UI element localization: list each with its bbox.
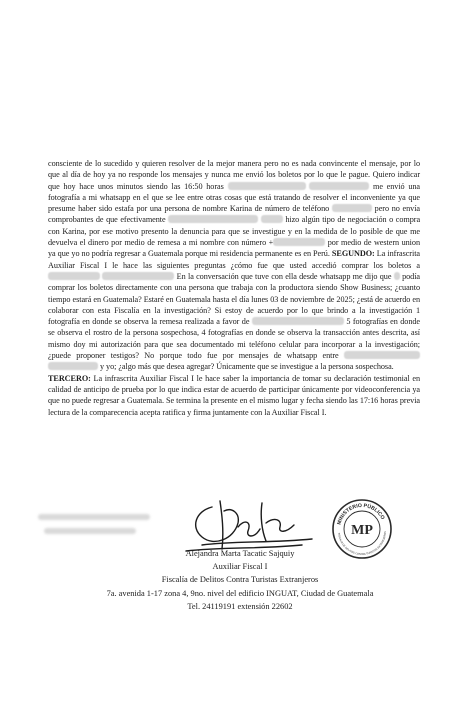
signatory-office: Fiscalía de Delitos Contra Turistas Extranjeros (161, 575, 319, 585)
section-label-segundo: SEGUNDO: (331, 249, 375, 259)
handwritten-signature (182, 493, 332, 555)
text-segment: hizo algún tipo de negociación o compra con Karina, por ese motivo presento la denuncia para que se investigue y en la medida de lo posible de que me devuelva el dinero por medio de remesa a mi nombre con número + (48, 215, 421, 248)
signatory-block (90, 547, 390, 613)
redacted-name (228, 182, 306, 190)
seal-lower-text: FISCALÍA DE DELITOS CONTRA TURISTAS EXTRANJEROS (337, 531, 388, 557)
paragraph-first (48, 158, 420, 373)
signatory-role: Auxiliar Fiscal I (212, 562, 268, 572)
redacted-name (102, 272, 174, 280)
text-segment: me envió una fotografía a mi whatsapp en el que se lee entre otras cosas que está tratando de resolver el inconveniente ya que presume haber sido estafa por una persona de nombre Karina de número de teléfono (48, 181, 420, 214)
redacted-phone (332, 204, 372, 212)
text-segment: por medio de western union ya que yo no podría regresar a Guatemala porque mi residencia permanente es en Perú. (48, 238, 420, 259)
declaration-body (48, 158, 420, 418)
text-segment: y yo; ¿algo más que desea agregar? Únicamente que se investigue a la persona sospechosa. (100, 362, 394, 372)
text-segment: podía comprar los boletos directamente con una persona que trabaja con la productora siendo Show Business; ¿cuanto tiempo estará en Guatemala? Estaré en Guatemala hasta el día lunes 03 de noviembre de 2025; ¿está de acuerdo en colaborar con esta Fiscalía en la investigación? Si estoy de acuerdo por lo que brindo a la investigación 1 fotografía en donde se observa la remesa realizada a favor de (48, 271, 421, 327)
text-segment: 5 fotografías en donde se observa el rostro de la persona sospechosa, 4 fotografías en donde se observa la transacción antes descrita, así mismo doy mi autorización para que sea documentado mi teléfono celular para incorporar a la investigación; ¿puede proponer testigos? No porque todo fue por mensajes de whatsapp entre (48, 317, 421, 361)
section-label-tercero: TERCERO: (48, 373, 91, 383)
redacted-phone (273, 238, 325, 246)
seal-center-text: MP (351, 523, 373, 538)
text-segment: pero no envía comprobantes de que efectivamente (48, 204, 421, 225)
signatory-address: 7a. avenida 1-17 zona 4, 9no. nivel del edificio INGUAT, Ciudad de Guatemala (106, 588, 374, 598)
redacted-name (48, 272, 100, 280)
text-segment: La infrascrita Auxiliar Fiscal I le hace las siguientes preguntas ¿cómo fue que usted accedió comprar los boletos a (48, 249, 421, 270)
text-segment: En la conversación que tuve con ella desde whatsapp me dijo que (176, 271, 392, 281)
signatory-name: Alejandra Marta Tacatic Sajquiy (185, 549, 295, 558)
redacted-name (309, 182, 369, 190)
text-segment: La infrascrita Auxiliar Fiscal I le hace saber la importancia de tomar su declaración testimonial en calidad de anticipo de prueba por lo que indica estar de acuerdo de participar únicamente por videoconferencia ya que no puede regresar a Guatemala. Se termina la presente en el mismo lugar y fecha siendo las 17:16 horas previa lectura de la comparecencia acepta ratifica y firma juntamente con la Auxiliar Fiscal I. (48, 373, 421, 417)
signatory-phone: Tel. 24119191 extensión 22602 (187, 601, 293, 611)
redacted-name (344, 351, 420, 359)
seal-ring-text: MINISTERIO PÚBLICO (336, 502, 386, 526)
text-segment: consciente de lo sucedido y quieren resolver de la mejor manera pero no es nada convincente el mensaje, por lo que al día de hoy ya no responde los mensajes y nunca me envió los boletos por lo que le pague. Quiero indicar que hoy hace unos minutos siendo las 16:50 horas (48, 159, 420, 191)
redacted-name (252, 317, 344, 325)
redacted-name (261, 215, 283, 223)
redacted-name (394, 272, 400, 280)
paragraph-tercero (48, 373, 420, 418)
redacted-name (48, 362, 98, 370)
redacted-name (168, 215, 258, 223)
